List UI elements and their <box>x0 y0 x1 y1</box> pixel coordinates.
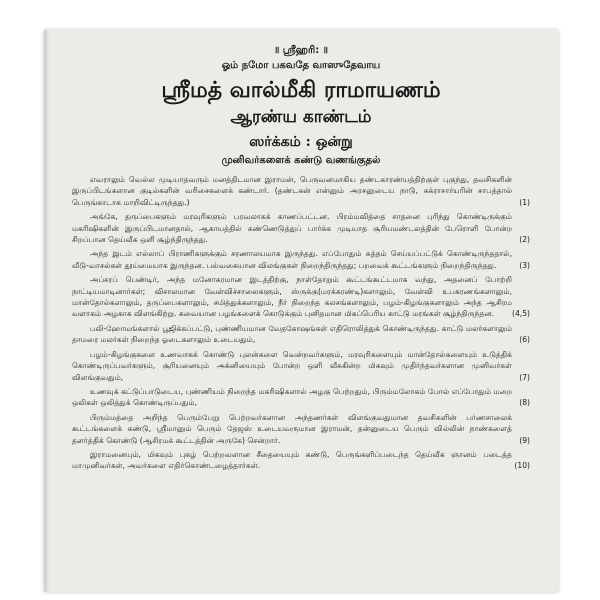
verse-text: அங்கே, தருப்பைகளும் மரவுரிகளும் பரவலாகக் காணப்பட்டன. பிரம்மவித்தை சாதனை புரிந்து கொண்டிருக்கும் மகரிஷிகளின் இருப்பிடமானதால், ஆகாயத்தில் கண்ணெடுத்துப் பார்க்க முடியாத சூரியமண்டலத்தின் பேரொளி போன்ற சிறப்பான தெய்வீக ஒளி சூழ்ந்திருந்தது. <box>72 212 512 245</box>
invocation: ॥ ஸ்ரீஹரி: ॥ <box>274 45 328 56</box>
verse-number: (7) <box>519 372 530 382</box>
verse-text: எவராலும் வெல்ல முடியாதவரும் மனத்திடமான இராமன், பெருவனமாகிய தண்டகாரண்யத்திற்குள் புகுந்து, தவசிகளின் இருப்பிடங்களான குடில்களின் வரிசைகளைக் கண்டார். (தண்டகன் என்னும் அரசனுடைய நாடு, சுக்ராசார்யரின் சாபத்தால் பெருங்காடாக மாறிவிட்டிருந்தது.) <box>72 175 512 207</box>
verse-number: (6) <box>519 335 530 345</box>
verse-paragraph <box>72 386 530 409</box>
verse-number: (8) <box>519 398 530 408</box>
sarga-heading: ஸர்க்கம் : ஒன்று <box>249 134 353 150</box>
verse-paragraph <box>72 174 530 208</box>
verse-text: பிரும்மத்தை அறிந்த பெரும்பேறு பெற்றவர்களான அந்தணர்கள் விளங்குவதுமான தவசிகளின் பர்ணசாலைக் கூட்டங்களைக் கண்டு, ஸ்ரீமானும் பெரும் தேஜஸ் உடையவருமான இராமன், தன்னுடைய பெரும் வில்லின் நாண்களைத் தளர்த்திக் கொண்டு (ஆசிரமக் கூட்டத்தின் அருகே) சென்றார். <box>72 412 512 445</box>
verse-paragraph <box>72 349 530 383</box>
book-page <box>44 30 558 592</box>
verse-number: (9) <box>519 435 530 445</box>
verse-paragraph <box>72 323 530 346</box>
book-title: ஸ்ரீமத் வால்மீகி ராமாயணம் <box>161 77 441 103</box>
chapter-title: முனிவர்களைக் கண்டு வணங்குதல் <box>221 155 381 166</box>
verse-text: பலி-ஹோமங்களால் பூஜிக்கப்பட்டு, புண்ணியமான வேதகோஷங்கள் எதிரொலித்துக் கொண்டிருந்தது. காட்டு மலர்களாலும் தாமரை மலர்கள் நிறைந்த ஓடைகளாலும் உடையதும், <box>72 323 512 345</box>
mantra-line: ஓம் நமோ பகவதே வாஸுதேவாய <box>221 60 381 71</box>
verse-number: (4,5) <box>511 309 530 319</box>
verse-number: (1) <box>519 197 530 207</box>
verse-text: பழம்-கிழங்குகளை உணவாகக் கொண்டு புலன்களை வென்றவர்களும், மரவுரிகளையும் மான்தோல்களையும் உடுத்திக் கொண்டிருப்பவர்களும், சூரியனையும் அக்னியையும் போன்ற ஒளி வீசுகின்ற மிகவும் முதிர்ந்தவர்களான முனிவர்கள் விளங்குவதும், <box>72 349 512 382</box>
verse-text: உணவுக் கட்டுப்பாடுடைய, புண்ணியம் நிறைந்த மகரிஷிகளால் அழகு பெற்றதும், பிரும்மலோகம் போல் எப்போதும் மறை ஒலிகள் ஒலித்துக் கொண்டிருப்பதும், <box>72 386 512 408</box>
page-spine-shadow <box>44 30 50 592</box>
verse-text: அப்சரப் பெண்டிர், அந்த மனோகரமான இடத்திற்கு, நாள்தோறும் கூட்டங்கூட்டமாக வந்து, அதனைப் போற்றி நாட்டியமாடினார்கள்; விசாலமான வேள்விச்சாலைகளும், ஸ்ருக்கு(மரக்கரண்டி)களாலும், வேள்வி உபகரணங்களாலும், மான்தோல்களாலும், தருப்பைகளாலும், சமித்துக்களாலும், நீர் நிறைந்த கலசங்களாலும், பழம்-கிழங்குகளாலும் அந்த ஆசிரம வளாகம் அழகாக விளங்கிற்று. சுவையான பழங்களைக் கொடுக்கும் புனிதமான மிகப்பெரிய காட்டு மரங்கள் சூழ்ந்திருந்தன. <box>72 275 512 319</box>
kanda-title: ஆரண்ய காண்டம் <box>230 107 372 127</box>
verse-paragraph <box>72 449 530 472</box>
verse-number: (3) <box>519 260 530 270</box>
verse-list <box>72 174 530 472</box>
verse-paragraph <box>72 412 530 446</box>
verse-number: (2) <box>519 235 530 245</box>
verse-text: அந்த இடம் எல்லாப் பிராணிகளுக்கும் சரணாலயமாக இருந்தது. எப்போதும் சுத்தம் செய்யப்பட்டுக் கொண்டிருந்ததால், வீடு-வாசல்கள் தூய்மையாக இருந்தன. பல்வகையான விலங்குகள் நிறைந்திருந்தது; பறவைக் கூட்டங்களும் நிறைந்திருந்தது. <box>72 249 512 270</box>
verse-number: (10) <box>514 461 530 471</box>
verse-text: இராமனையும், மிகவும் புகழ் பெற்றவளான சீதையையும் கண்டு, பெருங்களிப்படைந்த தெய்வீக ஞானம் படைத்த மாமுனிவர்கள், அவர்களை எதிர்கொண்டழைத்தார்கள். <box>72 449 512 471</box>
verse-paragraph <box>72 248 530 271</box>
verse-paragraph <box>72 274 530 320</box>
verse-paragraph <box>72 211 530 245</box>
